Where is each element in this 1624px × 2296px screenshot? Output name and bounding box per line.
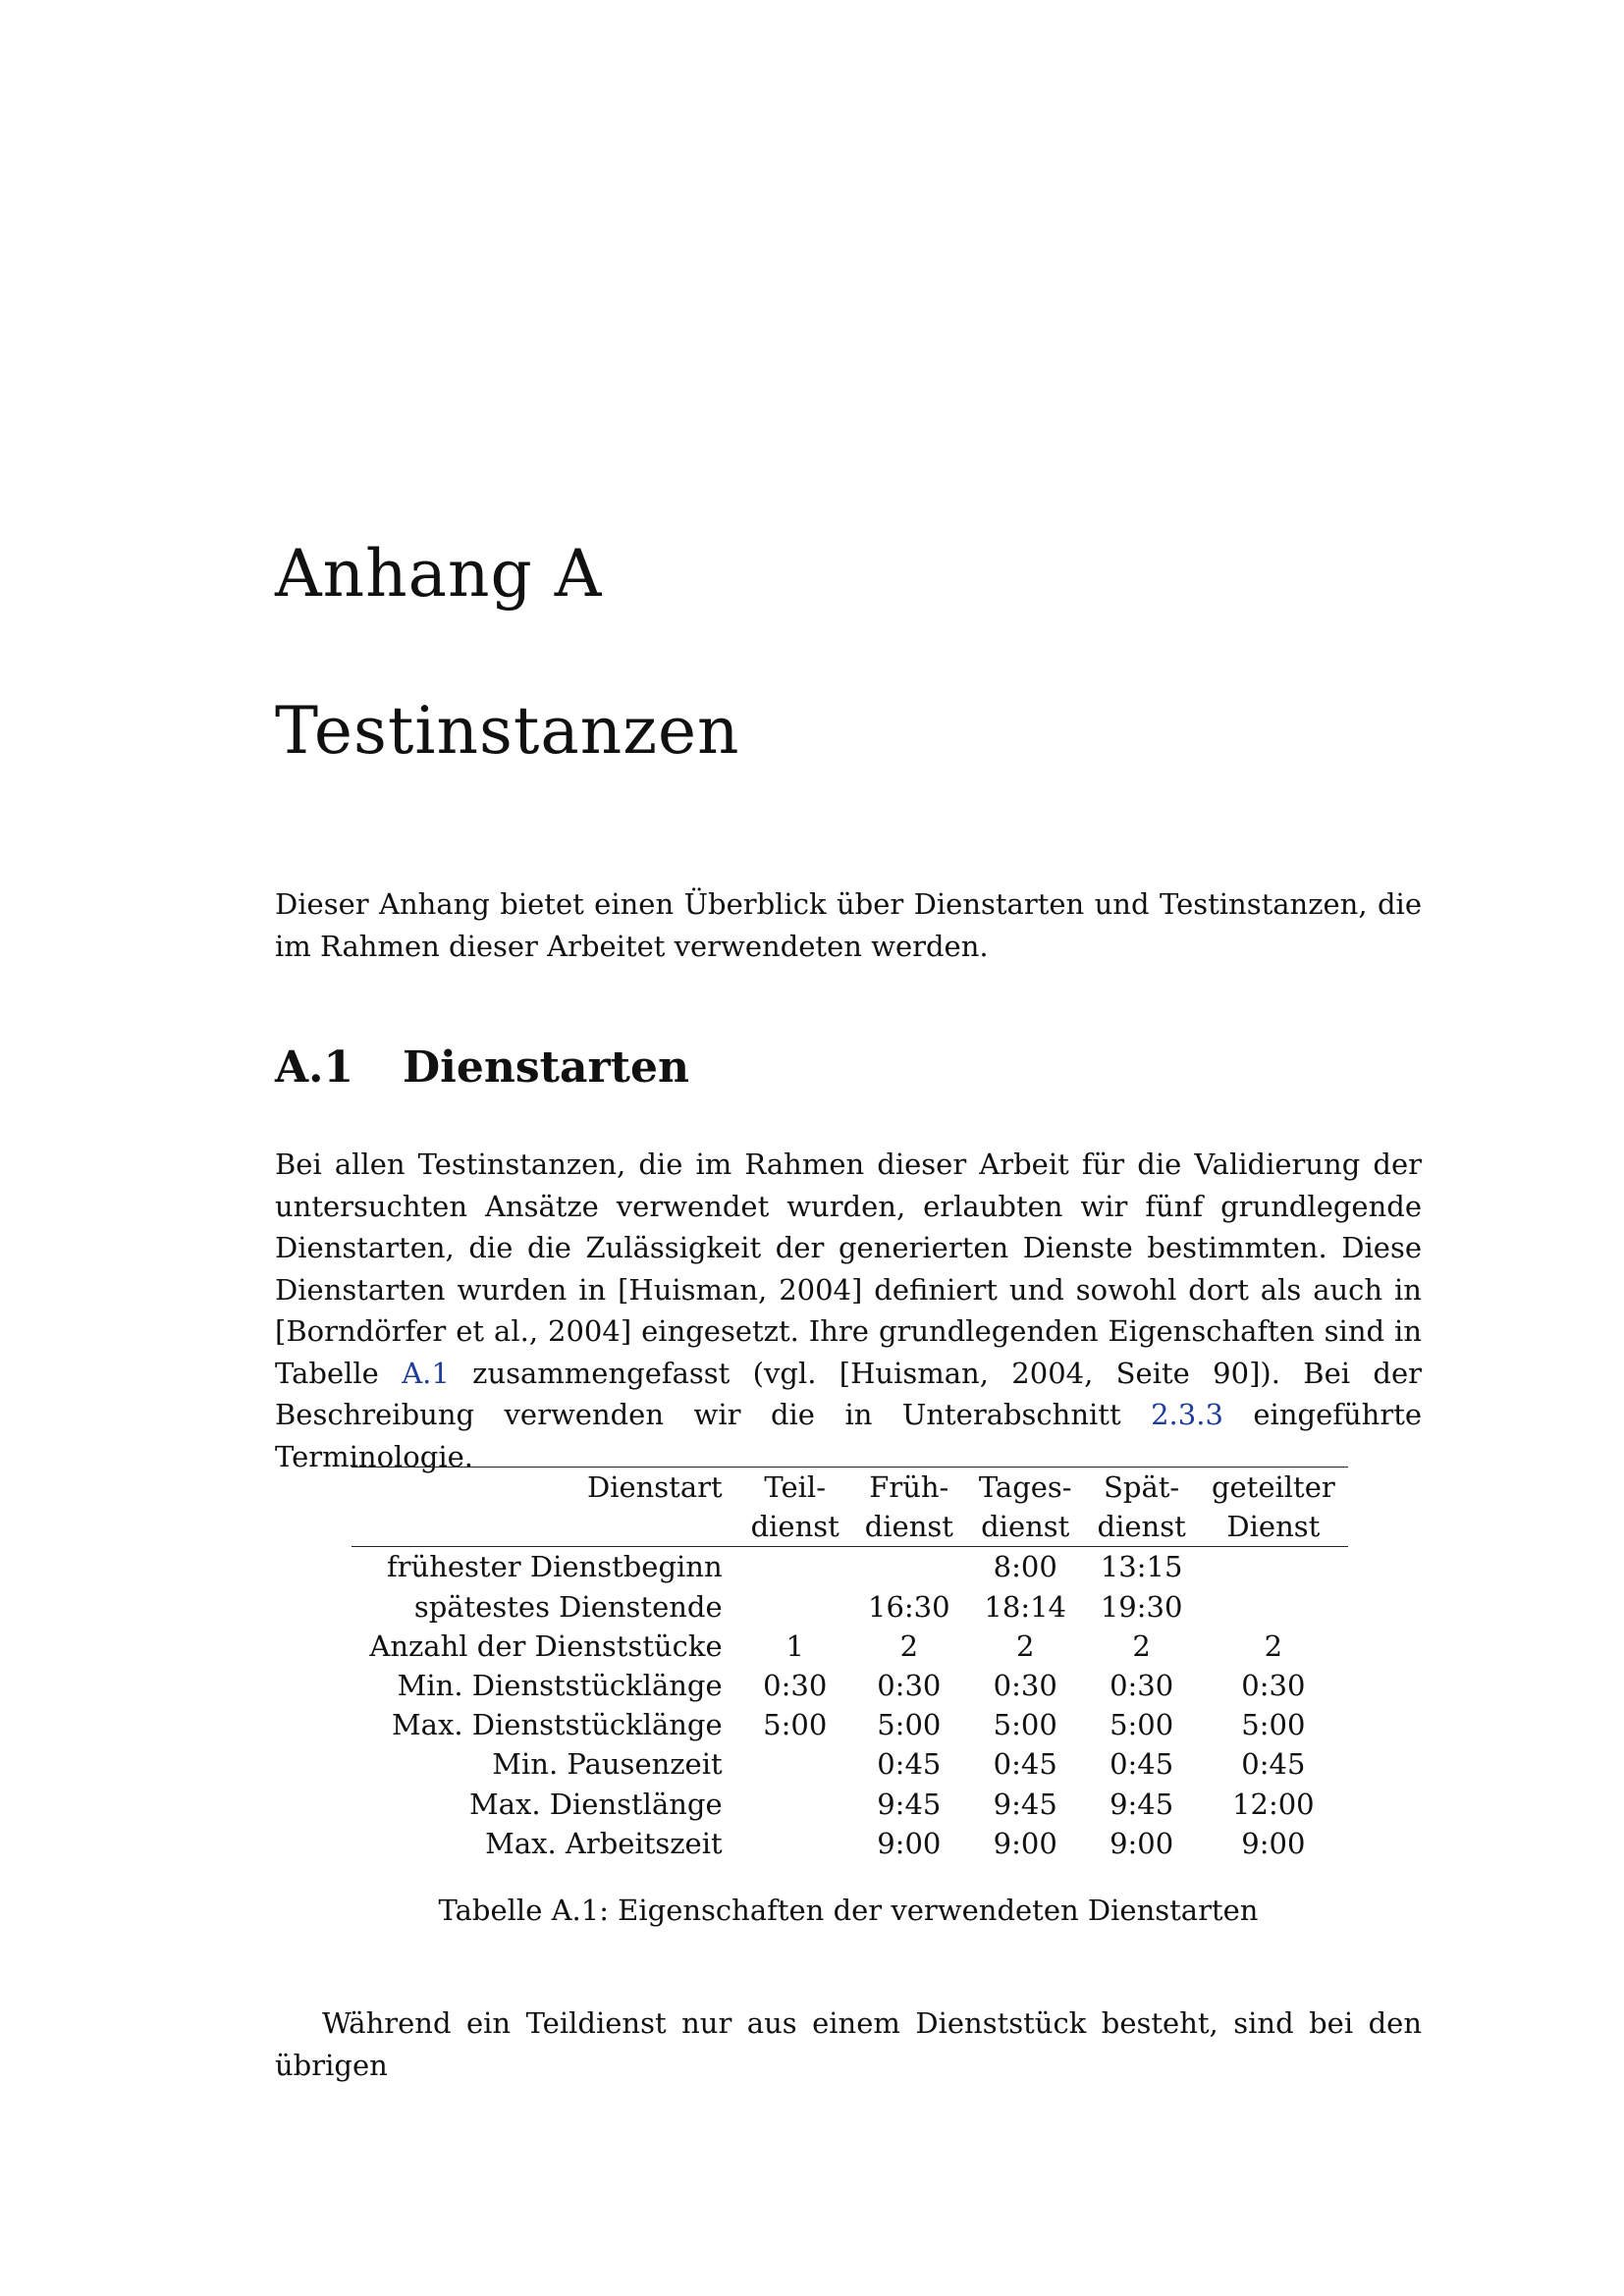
table-cell: 0:30: [1110, 1669, 1174, 1703]
table-cell: 9:45: [1110, 1787, 1174, 1821]
header-dienstart: Dienstart: [352, 1468, 738, 1508]
table-row: [352, 1666, 1348, 1705]
table-cell: 0:30: [1241, 1669, 1306, 1703]
row-label: Max. Dienststücklänge: [391, 1708, 723, 1742]
table-header-row-2: [352, 1507, 1348, 1547]
header-col-1-line-1: Teil-: [738, 1468, 852, 1508]
section-title: Dienstarten: [403, 1042, 689, 1093]
table-cell: 5:00: [763, 1708, 828, 1742]
table-cell: 9:00: [877, 1826, 942, 1860]
table-cell: 0:30: [993, 1669, 1057, 1703]
chapter-title: Testinstanzen: [275, 693, 740, 769]
table-row: [352, 1547, 1348, 1587]
header-col-2-line-2: dienst: [852, 1507, 966, 1547]
table-cell: [738, 1587, 852, 1627]
body-text-part-3: eingeführte Terminologie.: [275, 1398, 1423, 1473]
table-row: [352, 1705, 1348, 1744]
table-cell: 9:00: [1110, 1826, 1174, 1860]
table-cell: 2: [1264, 1629, 1283, 1663]
header-empty: [352, 1507, 738, 1547]
table-cell: [738, 1744, 852, 1784]
table-row: [352, 1785, 1348, 1824]
table-reference-link[interactable]: A.1: [402, 1356, 450, 1390]
table-header-row-1: [352, 1468, 1348, 1508]
table-cell: 2: [1132, 1629, 1151, 1663]
table-cell: 9:00: [1241, 1826, 1306, 1860]
header-col-1-line-2: dienst: [738, 1507, 852, 1547]
table-cell: 0:45: [993, 1747, 1057, 1782]
header-col-2-line-1: Früh-: [852, 1468, 966, 1508]
header-col-4-line-2: dienst: [1085, 1507, 1199, 1547]
table-row: [352, 1824, 1348, 1863]
subsection-reference-link[interactable]: 2.3.3: [1151, 1398, 1223, 1431]
table-row: [352, 1587, 1348, 1627]
table-cell: [852, 1547, 966, 1587]
row-label: Anzahl der Dienststücke: [369, 1629, 723, 1663]
row-label: Min. Pausenzeit: [492, 1747, 723, 1782]
table-cell: [738, 1785, 852, 1824]
header-col-3-line-1: Tages-: [966, 1468, 1085, 1508]
table-cell: 1: [785, 1629, 804, 1663]
chapter-label: Anhang A: [275, 536, 603, 612]
row-label: Max. Dienstlänge: [469, 1787, 723, 1821]
table-cell: 16:30: [868, 1589, 950, 1624]
table-cell: [738, 1824, 852, 1863]
table-cell: 13:15: [1100, 1550, 1183, 1584]
table-row: [352, 1627, 1348, 1666]
table-cell: 8:00: [993, 1550, 1057, 1584]
body-text-part-2: zusammengefasst (vgl. [Huisman, 2004, Seite 90]). Bei der Beschreibung verwenden wir die in Unterabschnitt: [275, 1356, 1422, 1431]
row-label: spätestes Dienstende: [413, 1589, 723, 1624]
section-heading: [275, 1041, 689, 1095]
table-cell: 9:00: [993, 1826, 1057, 1860]
table-cell: 9:45: [993, 1787, 1057, 1821]
body-paragraph-1: [275, 1144, 1422, 1477]
body-paragraph-2: Während ein Teildienst nur aus einem Dienststück besteht, sind bei den übrigen: [275, 2006, 1422, 2082]
table-cell: 0:45: [1110, 1747, 1174, 1782]
row-label: Max. Arbeitszeit: [485, 1826, 723, 1860]
table-cell: 5:00: [1110, 1708, 1174, 1742]
table-row: [352, 1744, 1348, 1784]
table-cell: 19:30: [1100, 1589, 1183, 1624]
table-cell: 0:45: [877, 1747, 942, 1782]
table-cell: [738, 1547, 852, 1587]
table-cell: 0:30: [877, 1669, 942, 1703]
table-cell: 0:45: [1241, 1747, 1306, 1782]
table-cell: 5:00: [993, 1708, 1057, 1742]
header-col-3-line-2: dienst: [966, 1507, 1085, 1547]
table-cell: 18:14: [984, 1589, 1066, 1624]
table-cell: [1199, 1587, 1348, 1627]
header-col-5-line-2: Dienst: [1199, 1507, 1348, 1547]
table-cell: [1199, 1547, 1348, 1587]
table-body: [352, 1547, 1348, 1863]
table-cell: 5:00: [1241, 1708, 1306, 1742]
table-cell: 12:00: [1232, 1787, 1315, 1821]
header-col-5-line-1: geteilter: [1199, 1468, 1348, 1508]
intro-paragraph: Dieser Anhang bietet einen Überblick über Dienstarten und Testinstanzen, die im Rahmen dieser Arbeitet verwendeten werden.: [275, 887, 1422, 963]
section-number: A.1: [275, 1042, 354, 1093]
row-label: frühester Dienstbeginn: [386, 1550, 723, 1584]
row-label: Min. Dienststücklänge: [397, 1669, 723, 1703]
table-cell: 0:30: [763, 1669, 828, 1703]
table-caption: Tabelle A.1: Eigenschaften der verwendeten Dienstarten: [438, 1894, 1259, 1927]
body-text-part-1: Bei allen Testinstanzen, die im Rahmen dieser Arbeit für die Validierung der untersuchten Ansätze verwendet wurden, erlaubten wir fünf grundlegende Dienstarten, die die Zulässigkeit der generierten Dienste bestimmten. Diese Dienstarten wurden in [Huisman, 2004] definiert und sowohl dort als auch in [Borndörfer et al., 2004] eingesetzt. Ihre grundlegenden Eigenschaften sind in Tabelle: [275, 1148, 1422, 1390]
table-cell: 5:00: [877, 1708, 942, 1742]
table-cell: 9:45: [877, 1787, 942, 1821]
dienstarten-table: [352, 1467, 1348, 1863]
table-cell: 2: [1015, 1629, 1035, 1663]
table-cell: 2: [899, 1629, 919, 1663]
dienstarten-table-container: [352, 1467, 1348, 1863]
header-col-4-line-1: Spät-: [1085, 1468, 1199, 1508]
